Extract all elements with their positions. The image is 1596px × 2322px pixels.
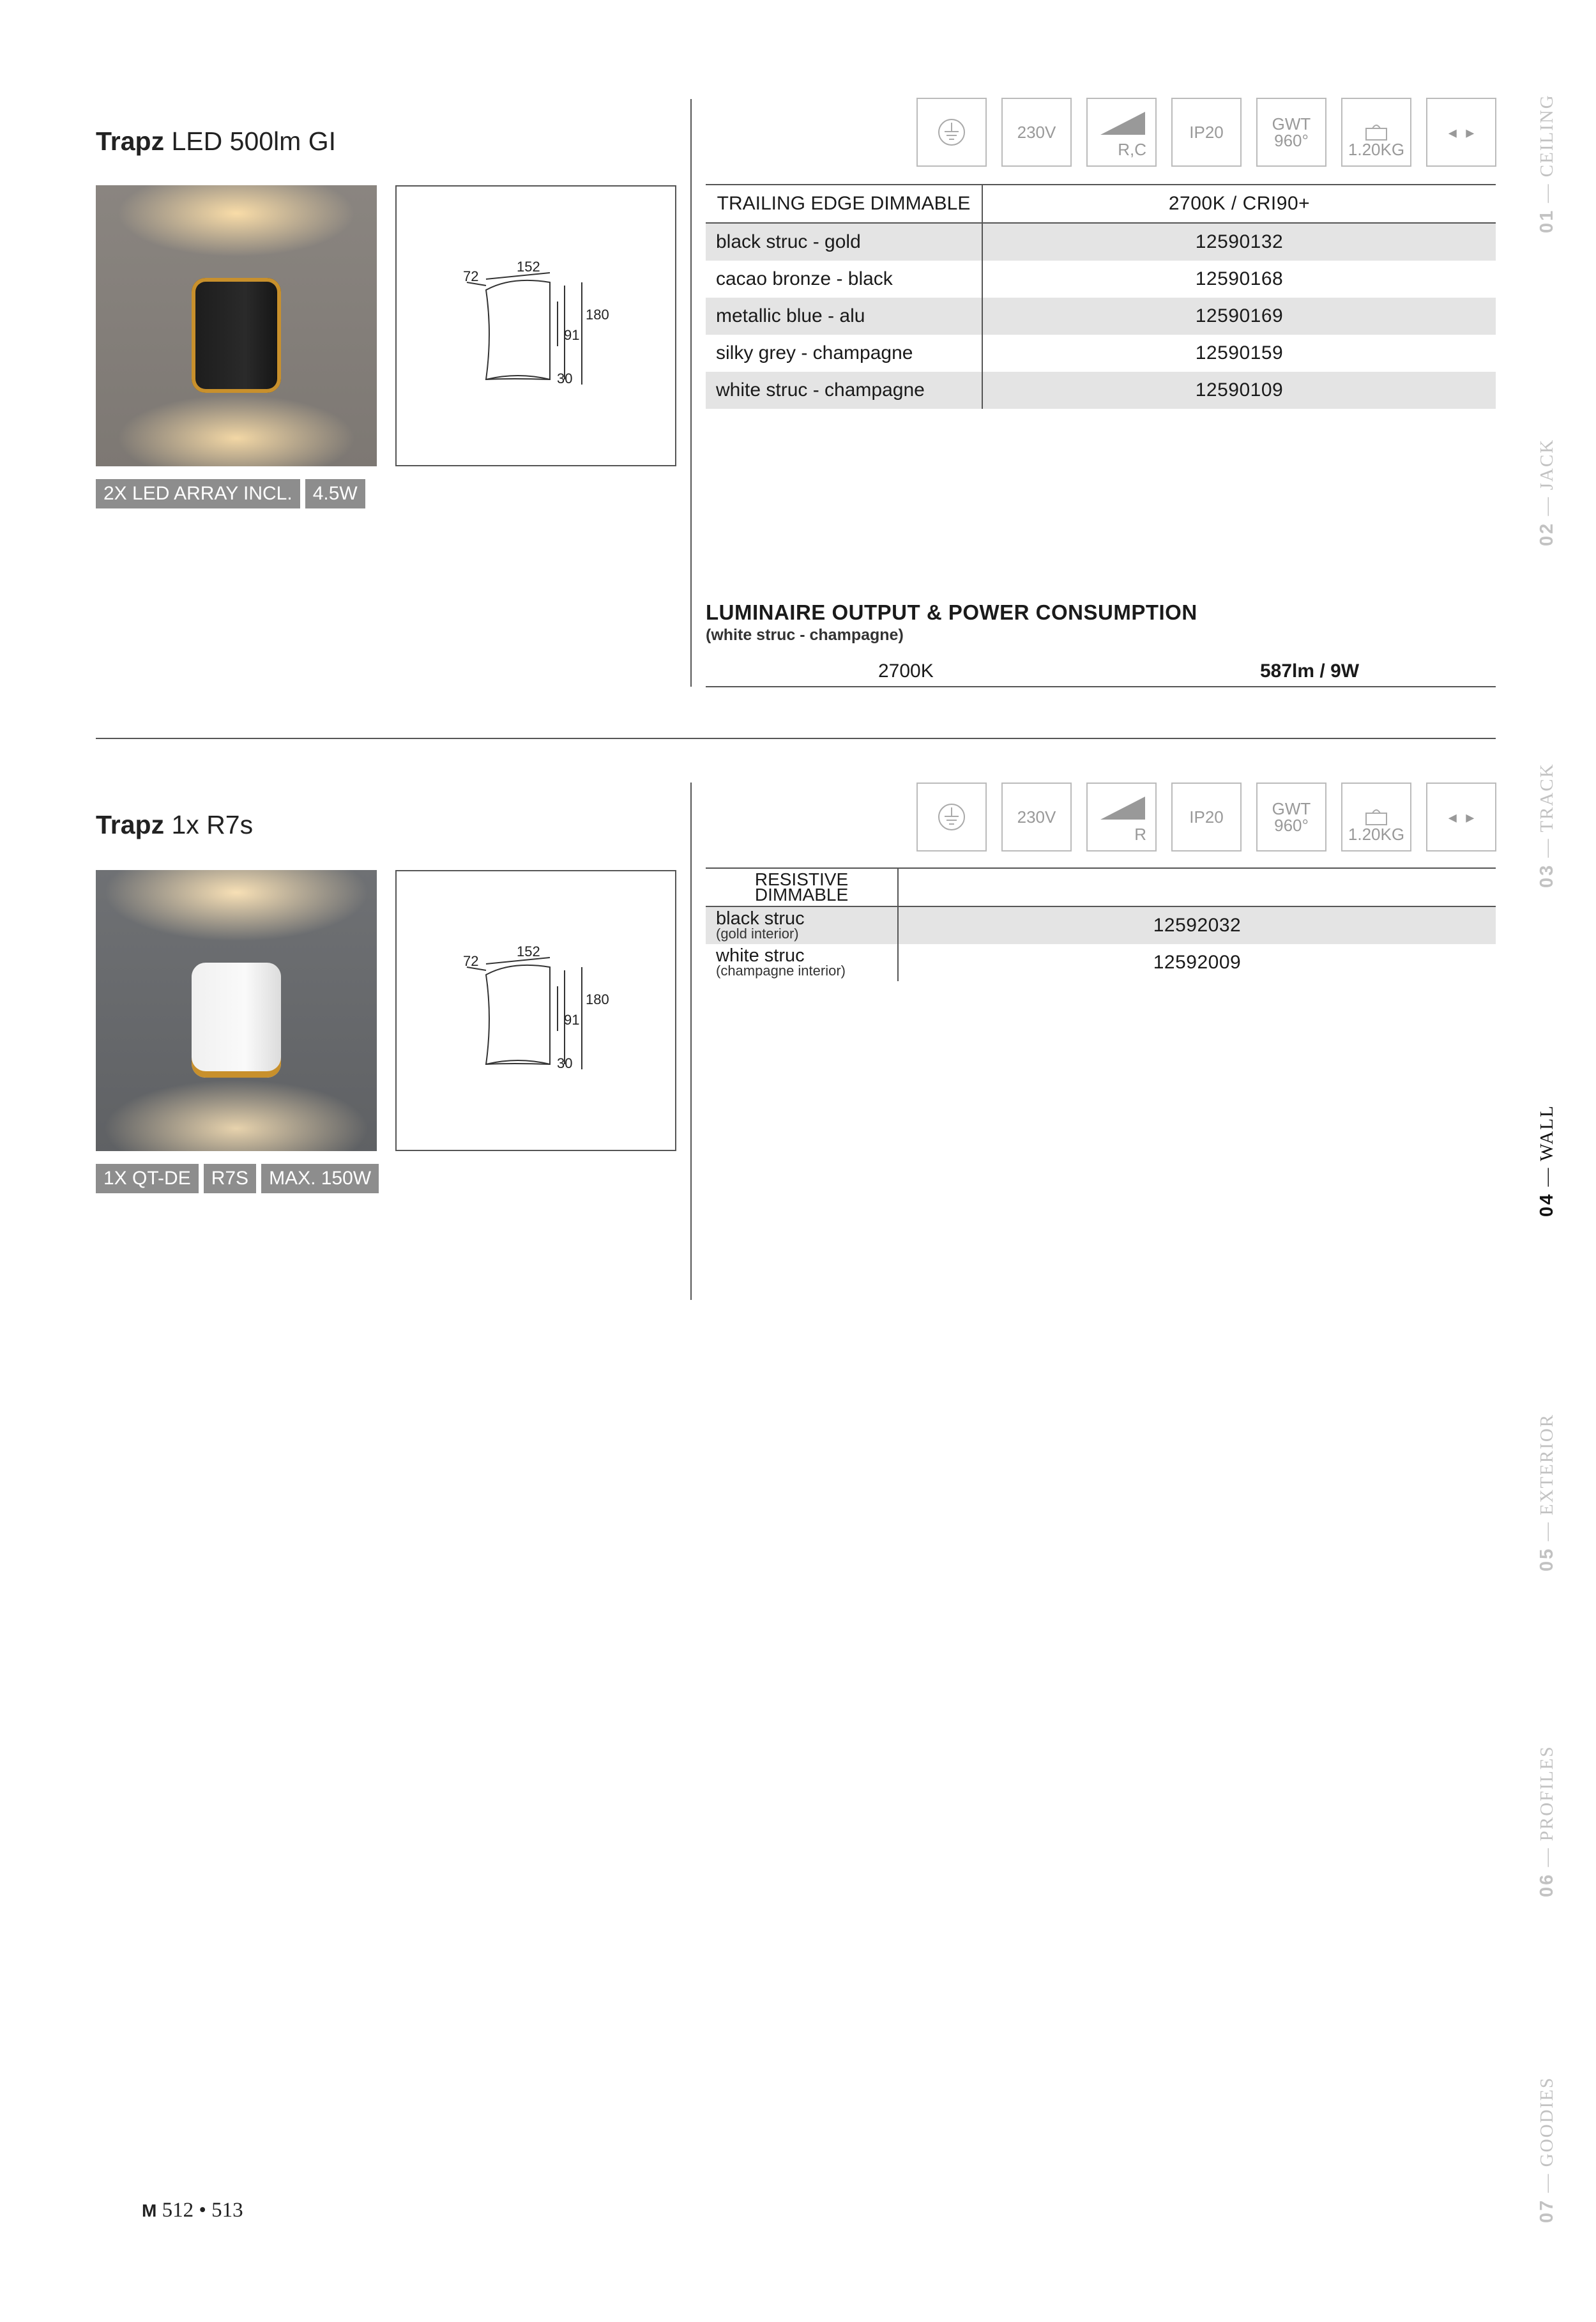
product2-spec-table	[706, 869, 1496, 981]
finish-name: black struc - gold	[706, 223, 982, 261]
header-line1: RESISTIVE	[754, 869, 849, 890]
dim-30: 30	[557, 1055, 573, 1071]
weight-icon	[1341, 783, 1411, 852]
dimming-code: R	[1134, 825, 1146, 844]
header-color-temp: 2700K / CRI90+	[982, 185, 1496, 223]
dim-72: 72	[463, 953, 479, 969]
product2-icon-row	[916, 783, 1496, 852]
dimming-code: R,C	[1118, 140, 1146, 159]
sidenav-label: — PROFILES	[1537, 1745, 1557, 1867]
table-row	[706, 372, 1496, 409]
product1-title-bold: Trapz	[96, 126, 165, 156]
direction-arrows-icon: ◂ ▸	[1426, 98, 1496, 167]
sidenav-num: 01	[1537, 208, 1557, 233]
tag-led-array: 2X LED ARRAY INCL.	[96, 479, 300, 508]
article-code: 12590132	[982, 223, 1496, 261]
weight-icon	[1341, 98, 1411, 167]
sidenav-num: 04	[1537, 1192, 1557, 1217]
finish-name: metallic blue - alu	[706, 298, 982, 335]
tag-wattage: 4.5W	[305, 479, 365, 508]
direction-arrows-icon: ◂ ▸	[1426, 783, 1496, 852]
product1-tags	[96, 479, 365, 508]
table-row	[706, 335, 1496, 372]
tag-lamp-type: 1X QT-DE	[96, 1164, 199, 1193]
product2-photo	[96, 870, 377, 1151]
finish-name: black struc	[716, 908, 805, 929]
dim-72: 72	[463, 268, 479, 284]
product1-photo	[96, 185, 377, 466]
dimming-icon	[1086, 98, 1157, 167]
dim-91: 91	[564, 1012, 580, 1028]
weight-value: 1.20KG	[1348, 140, 1405, 159]
finish-name: white struc - champagne	[706, 372, 982, 409]
sidenav-item-ceiling[interactable]	[1537, 94, 1558, 233]
table-header-row	[706, 185, 1496, 223]
product2-tags	[96, 1164, 379, 1193]
article-code: 12592009	[1153, 952, 1242, 973]
tag-max-wattage: MAX. 150W	[261, 1164, 379, 1193]
lamp-image	[192, 278, 281, 393]
finish-name: silky grey - champagne	[706, 335, 982, 372]
sidenav-label: — TRACK	[1537, 763, 1557, 858]
page-numbers: 512 • 513	[162, 2199, 243, 2222]
output-row	[706, 658, 1496, 687]
product2-title-bold: Trapz	[96, 810, 165, 839]
sidenav-label: — JACK	[1537, 438, 1557, 516]
dim-152: 152	[517, 943, 540, 959]
gwt-icon	[1256, 783, 1326, 852]
sidenav-item-jack[interactable]	[1537, 439, 1558, 546]
product2-divider	[690, 783, 692, 1300]
output-color-temp: 2700K	[878, 661, 934, 682]
sidenav-item-goodies[interactable]	[1537, 2077, 1558, 2223]
product1-icon-row	[916, 98, 1496, 167]
sidenav-label: — EXTERIOR	[1537, 1413, 1557, 1541]
table-row	[706, 906, 1496, 944]
finish-name: cacao bronze - black	[706, 261, 982, 298]
voltage-icon: 230V	[1001, 98, 1072, 167]
dim-180: 180	[586, 307, 609, 323]
sidenav-item-track[interactable]	[1537, 763, 1558, 888]
sidenav-item-exterior[interactable]	[1537, 1414, 1558, 1571]
lamp-image	[192, 963, 281, 1078]
sidenav-num: 05	[1537, 1547, 1557, 1571]
output-subheading: (white struc - champagne)	[706, 626, 904, 644]
product1-divider	[690, 99, 692, 687]
sidenav-num: 06	[1537, 1872, 1557, 1897]
ip-rating-icon: IP20	[1171, 783, 1242, 852]
gwt-label: GWT	[1272, 799, 1311, 818]
product1-spec-table	[706, 185, 1496, 409]
article-code: 12592032	[898, 906, 1496, 944]
table-row	[706, 261, 1496, 298]
header-dimming-type: TRAILING EDGE DIMMABLE	[706, 185, 982, 223]
dimension-diagram	[397, 187, 675, 465]
sidenav-item-profiles[interactable]	[1537, 1745, 1558, 1897]
gwt-temp: 960°	[1274, 816, 1309, 835]
header-dimming-type	[706, 869, 898, 906]
voltage-icon: 230V	[1001, 783, 1072, 852]
sidenav-label: — CEILING	[1537, 94, 1557, 203]
finish-interior: (gold interior)	[716, 926, 799, 942]
dim-30: 30	[557, 370, 573, 386]
header-empty	[898, 869, 1496, 906]
sidenav-label: — WALL	[1537, 1104, 1557, 1187]
header-line2: DIMMABLE	[754, 885, 849, 905]
sidenav-num: 03	[1537, 863, 1557, 888]
product1-title-rest: LED 500lm GI	[171, 126, 336, 156]
sidenav-item-wall[interactable]	[1537, 1104, 1558, 1217]
article-code: 12590109	[982, 372, 1496, 409]
output-heading: LUMINAIRE OUTPUT & POWER CONSUMPTION	[706, 600, 1197, 624]
ip-rating-icon: IP20	[1171, 98, 1242, 167]
finish-cell	[706, 906, 898, 944]
table-row	[706, 298, 1496, 335]
section-separator	[96, 738, 1496, 739]
dim-180: 180	[586, 991, 609, 1007]
article-code: 12590169	[982, 298, 1496, 335]
product2-title-rest: 1x R7s	[171, 810, 254, 839]
weight-value: 1.20KG	[1348, 825, 1405, 844]
output-value: 587lm / 9W	[1260, 661, 1360, 682]
product2-title	[96, 810, 253, 840]
article-code: 12590159	[1195, 342, 1284, 363]
tag-socket: R7S	[204, 1164, 256, 1193]
gwt-temp: 960°	[1274, 131, 1309, 150]
table-row	[706, 223, 1496, 261]
gwt-icon	[1256, 98, 1326, 167]
earth-icon	[916, 783, 987, 852]
article-code: 12590168	[1195, 268, 1284, 289]
finish-name: white struc	[716, 945, 805, 966]
dimming-icon	[1086, 783, 1157, 852]
brand-logo-icon: M	[142, 2201, 157, 2220]
dimension-diagram	[397, 871, 675, 1150]
dim-91: 91	[564, 327, 580, 343]
sidenav-label: — GOODIES	[1537, 2076, 1557, 2193]
gwt-label: GWT	[1272, 114, 1311, 134]
product1-dimension-drawing	[395, 185, 676, 466]
table-row	[706, 944, 1496, 981]
table-header-row	[706, 869, 1496, 906]
sidenav-num: 07	[1537, 2198, 1557, 2223]
product1-title	[96, 126, 336, 157]
sidenav-num: 02	[1537, 521, 1557, 546]
finish-cell	[706, 944, 898, 981]
dim-152: 152	[517, 259, 540, 275]
product2-dimension-drawing	[395, 870, 676, 1151]
earth-icon	[916, 98, 987, 167]
page-footer	[142, 2199, 243, 2222]
finish-interior: (champagne interior)	[716, 963, 846, 979]
